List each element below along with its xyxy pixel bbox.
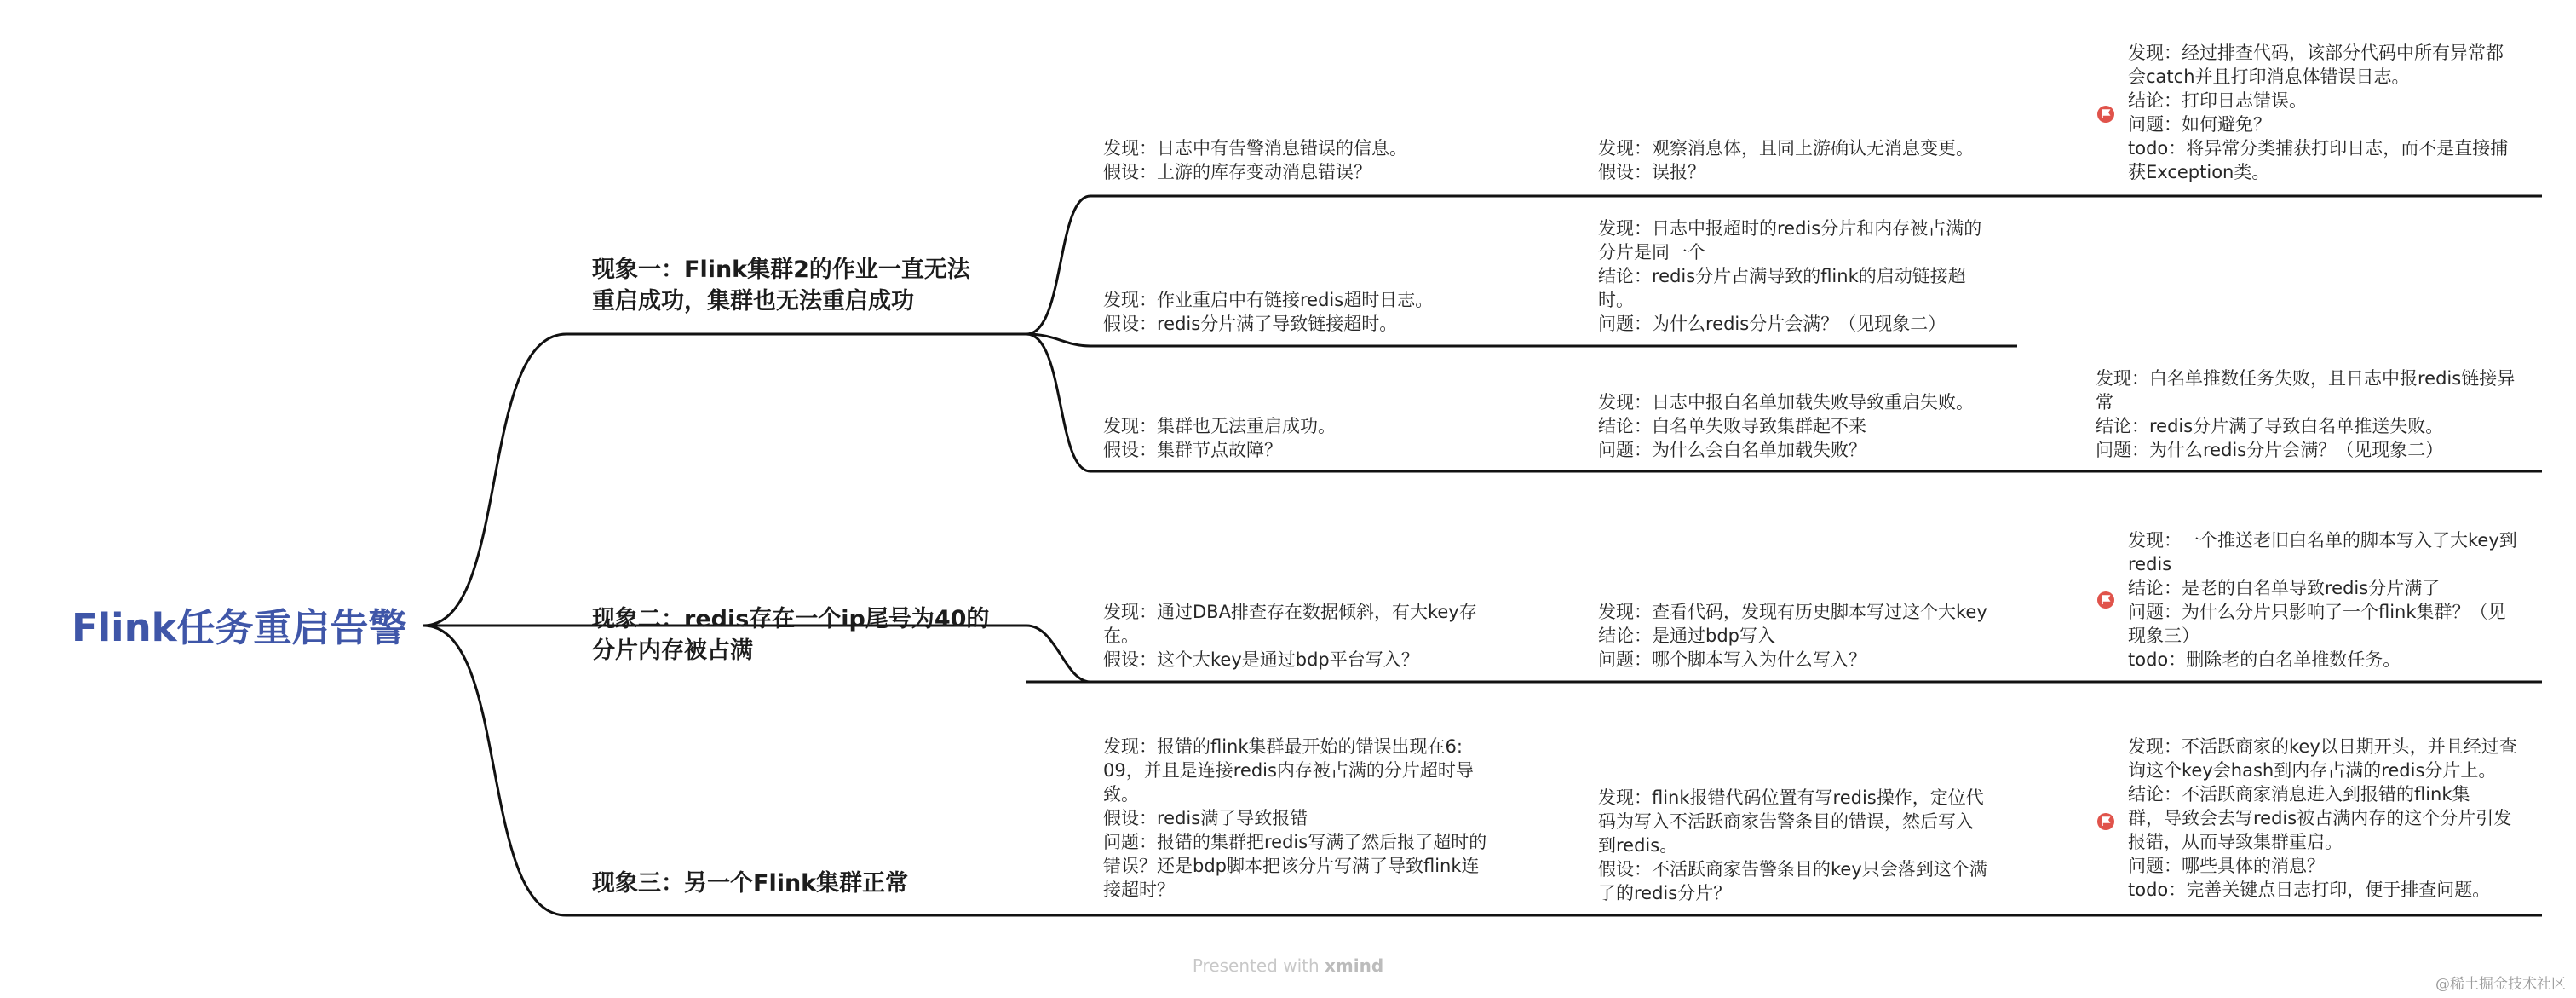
b3-row1-col3[interactable]: 发现：不活跃商家的key以日期开头，并且经过查 询这个key会hash到内存占满的redis分片上。 结论：不活跃商家消息进入到报错的flink集 群，导致会去写redis被占满内存的这个分片引发 报错，从而导致集群重启。 问题：哪些具体的消息？ todo：完善关键点日志打印，便于排查问题。 [2128,736,2517,900]
root-topic[interactable]: Flink任务重启告警 [72,605,407,650]
branch-3-topic[interactable]: 现象三：另一个Flink集群正常 [592,870,909,897]
flag-icon [2097,591,2114,609]
b2-row1-col3[interactable]: 发现：一个推送老旧白名单的脚本写入了大key到 redis 结论：是老的白名单导致redis分片满了 问题：为什么分片只影响了一个flink集群？（见 现象三） todo：删除老的白名单推数任务。 [2128,530,2517,670]
b2-row1-col2[interactable]: 发现：查看代码，发现有历史脚本写过这个大key 结论：是通过bdp写入 问题：哪个脚本写入为什么写入？ [1598,602,1987,670]
watermark: @稀土掘金技术社区 [2435,976,2566,993]
footer-prefix: Presented with [1192,955,1325,976]
branch-2-topic[interactable]: 现象二：redis存在一个ip尾号为40的 分片内存被占满 [592,606,990,664]
connector-line [1026,626,1090,682]
b3-row1-col2[interactable]: 发现：flink报错代码位置有写redis操作，定位代 码为写入不活跃商家告警条目的错误，然后写入 到redis。 假设：不活跃商家告警条目的key只会落到这个满 了的redis分片？ [1598,787,1987,903]
b2-row1-col1[interactable]: 发现：通过DBA排查存在数据倾斜，有大key存 在。 假设：这个大key是通过bdp平台写入？ [1103,602,1477,670]
connector-line [423,334,1026,626]
xmind-brand: xmind [1325,955,1384,976]
b1-row3-col3[interactable]: 发现：白名单推数任务失败，且日志中报redis链接异 常 结论：redis分片满了导致白名单推送失败。 问题：为什么redis分片会满？（见现象二） [2096,368,2516,460]
b1-row1-col1[interactable]: 发现：日志中有告警消息错误的信息。 假设：上游的库存变动消息错误？ [1103,138,1407,182]
b1-row1-col2[interactable]: 发现：观察消息体，且同上游确认无消息变更。 假设：误报？ [1598,138,1974,182]
b1-row1-col3[interactable]: 发现：经过排查代码，该部分代码中所有异常都 会catch并且打印消息体错误日志。 结论：打印日志错误。 问题：如何避免？ todo：将异常分类捕获打印日志，而不是直接捕 获Exception类。 [2128,43,2509,182]
b3-row1-col1[interactable]: 发现：报错的flink集群最开始的错误出现在6: 09，并且是连接redis内存被占满的分片超时导 致。 假设：redis满了导致报错 问题：报错的集群把redis写满了然后报了超时的 错误？还是bdp脚本把该分片写满了导致flink连 接超时？ [1103,736,1487,900]
b1-row2-col1[interactable]: 发现：作业重启中有链接redis超时日志。 假设：redis分片满了导致链接超时。 [1103,290,1434,334]
flag-icon [2097,813,2114,830]
b1-row2-col2[interactable]: 发现：日志中报超时的redis分片和内存被占满的 分片是同一个 结论：redis分片占满导致的flink的启动链接超 时。 问题：为什么redis分片会满？（见现象二） [1598,218,1982,334]
flag-icon [2097,106,2114,123]
b1-row3-col1[interactable]: 发现：集群也无法重启成功。 假设：集群节点故障？ [1103,416,1336,460]
branch-1-topic[interactable]: 现象一：Flink集群2的作业一直无法 重启成功，集群也无法重启成功 [592,257,970,314]
presented-with-footer [0,955,2576,976]
connector-line [1026,334,2017,346]
b1-row3-col2[interactable]: 发现：日志中报白名单加载失败导致重启失败。 结论：白名单失败导致集群起不来 问题：为什么会白名单加载失败？ [1598,392,1974,460]
